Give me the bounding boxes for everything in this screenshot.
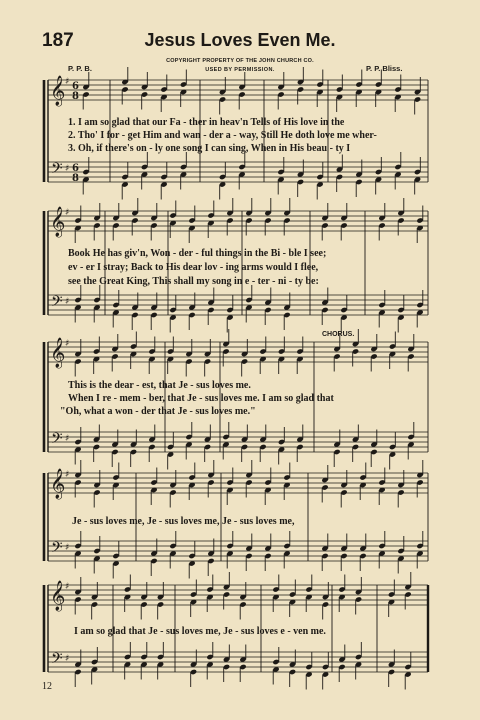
lyric-line: Book He has giv'n, Won - der - ful things in the Bi - ble I see; <box>68 248 327 259</box>
lyric-line: 3. Oh, if there's on - ly one song I can sing, When in His beau - ty I <box>68 143 351 154</box>
treble-clef-icon: 𝄞 <box>50 581 66 611</box>
lyric-line: 1. I am so glad that our Fa - ther in heav'n Tells of His love in the <box>68 117 345 128</box>
bass-staff <box>48 162 428 182</box>
lyricist-credit: P. P. B. <box>68 64 92 73</box>
lyric-line: When I re - mem - ber, that Je - sus loves me. I am so glad that <box>68 393 334 404</box>
lyric-line: "Oh, what a won - der that Je - sus loves me." <box>60 406 256 417</box>
lyric-line: 2. Tho' I for - get Him and wan - der a - way, Still He doth love me wher- <box>68 130 377 141</box>
bass-clef-icon: 𝄢 <box>51 160 63 181</box>
permission-notice: USED BY PERMISSION. <box>205 67 275 73</box>
lyric-line: ev - er I stray; Back to His dear lov - ing arms would I flee, <box>68 262 319 273</box>
lyric-line: see the Great King, This shall my song in e - ter - ni - ty be: <box>68 276 319 287</box>
sharp-icon: ♯ <box>65 339 70 349</box>
lyric-line: I am so glad that Je - sus loves me, Je - sus loves e - ven me. <box>74 626 326 637</box>
sharp-icon: ♯ <box>65 654 70 664</box>
time-signature: 6 <box>72 81 79 92</box>
treble-clef-icon: 𝄞 <box>50 207 66 237</box>
treble-staff <box>48 473 428 493</box>
treble-clef-icon: 𝄞 <box>50 338 66 368</box>
bass-clef-icon: 𝄢 <box>51 650 63 671</box>
bass-staff <box>48 652 428 672</box>
treble-staff <box>48 80 428 100</box>
time-signature: 8 <box>72 173 79 184</box>
bass-staff <box>48 432 428 452</box>
lyric-line: This is the dear - est, that Je - sus loves me. <box>68 380 251 391</box>
sharp-icon: ♯ <box>65 297 70 307</box>
sharp-icon: ♯ <box>65 470 70 480</box>
bass-clef-icon: 𝄢 <box>51 430 63 451</box>
bass-clef-icon: 𝄢 <box>51 293 63 314</box>
time-signature: 6 <box>72 163 79 174</box>
sharp-icon: ♯ <box>65 582 70 592</box>
time-signature: 8 <box>72 91 79 102</box>
sharp-icon: ♯ <box>65 543 70 553</box>
page-number: 12 <box>42 681 52 692</box>
bass-clef-icon: 𝄢 <box>51 539 63 560</box>
composer-credit: P. P. Bliss. <box>366 64 403 73</box>
lyric-line: Je - sus loves me, Je - sus loves me, Je - sus loves me, <box>72 516 295 527</box>
treble-clef-icon: 𝄞 <box>50 469 66 499</box>
copyright-notice: COPYRIGHT PROPERTY OF THE JOHN CHURCH CO. <box>166 58 314 64</box>
chorus-label: CHORUS. <box>322 331 355 338</box>
bass-staff <box>48 541 428 561</box>
sharp-icon: ♯ <box>65 434 70 444</box>
sharp-icon: ♯ <box>65 208 70 218</box>
hymn-number: 187 <box>42 30 74 51</box>
sharp-icon: ♯ <box>65 164 70 174</box>
treble-clef-icon: 𝄞 <box>50 76 66 106</box>
treble-staff <box>48 585 428 605</box>
hymn-title: Jesus Loves Even Me. <box>144 30 336 50</box>
sharp-icon: ♯ <box>65 77 70 87</box>
